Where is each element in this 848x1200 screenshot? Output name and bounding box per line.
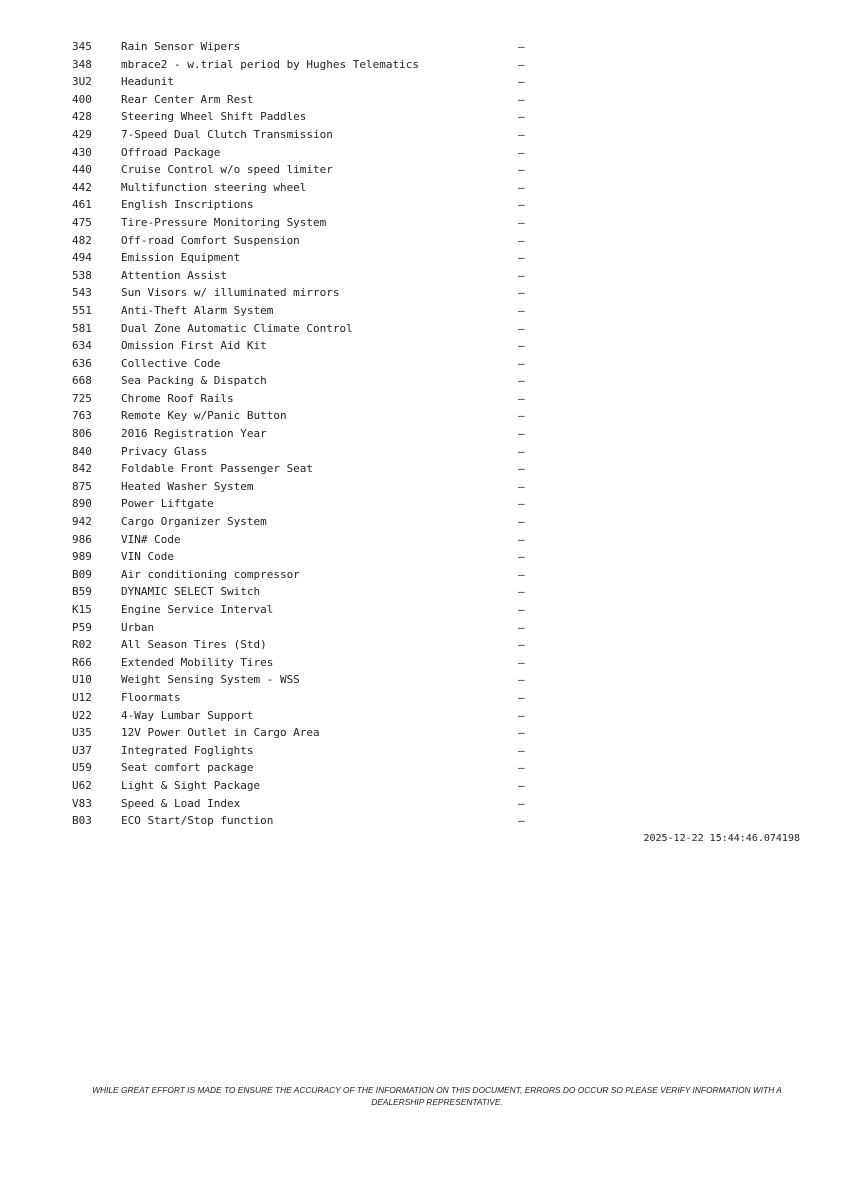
option-code: 475	[72, 215, 92, 229]
options-list	[72, 38, 532, 830]
option-code: 942	[72, 515, 92, 529]
option-row	[72, 724, 532, 742]
option-code: 725	[72, 391, 92, 405]
option-price: —	[518, 814, 525, 828]
option-row	[72, 689, 532, 707]
option-description: Speed & Load Index	[121, 796, 241, 810]
option-description: Rain Sensor Wipers	[121, 40, 241, 53]
option-price: —	[518, 268, 525, 282]
option-row	[72, 777, 532, 795]
option-price: —	[518, 444, 525, 458]
option-description: Headunit	[121, 75, 174, 89]
option-description: Anti-Theft Alarm System	[121, 303, 274, 317]
option-price: —	[518, 215, 525, 229]
option-code: U12	[72, 690, 92, 704]
option-price: —	[518, 479, 525, 493]
option-code: 400	[72, 92, 92, 106]
option-price: —	[518, 673, 525, 687]
option-row	[72, 56, 532, 74]
option-price: —	[518, 778, 525, 792]
option-description: Air conditioning compressor	[121, 567, 300, 581]
option-code: 634	[72, 339, 92, 353]
option-description: Attention Assist	[121, 268, 227, 282]
option-code: 581	[72, 321, 92, 335]
option-code: 538	[72, 268, 92, 282]
option-price: —	[518, 286, 525, 300]
option-code: U35	[72, 726, 92, 740]
option-code: 543	[72, 286, 92, 300]
option-row	[72, 144, 532, 162]
option-description: VIN Code	[121, 550, 174, 564]
option-row	[72, 566, 532, 584]
option-price: —	[518, 585, 525, 599]
option-row	[72, 302, 532, 320]
option-price: —	[518, 145, 525, 159]
option-code: 842	[72, 462, 92, 476]
option-description: Sun Visors w/ illuminated mirrors	[121, 286, 340, 300]
option-code: 430	[72, 145, 92, 159]
option-row	[72, 214, 532, 232]
option-description: Rear Center Arm Rest	[121, 92, 254, 106]
option-description: Privacy Glass	[121, 444, 208, 458]
option-price: —	[518, 743, 525, 757]
option-code: K15	[72, 603, 92, 616]
option-price: —	[518, 620, 525, 634]
option-code: 442	[72, 180, 92, 194]
option-description: Seat comfort package	[121, 761, 254, 775]
option-description: Power Liftgate	[121, 497, 214, 511]
option-description: Weight Sensing System - WSS	[121, 673, 300, 687]
option-description: Foldable Front Passenger Seat	[121, 462, 314, 476]
option-price: —	[518, 391, 525, 405]
option-row	[72, 548, 532, 566]
option-row	[72, 38, 532, 56]
option-code: U37	[72, 743, 92, 757]
option-code: 806	[72, 427, 92, 441]
option-code: 890	[72, 497, 92, 511]
option-description: Cargo Organizer System	[121, 515, 267, 529]
timestamp: 2025-12-22 15:44:46.074198	[643, 833, 800, 844]
option-description: 7-Speed Dual Clutch Transmission	[121, 127, 333, 141]
option-description: Integrated Foglights	[121, 743, 254, 757]
option-code: U22	[72, 708, 92, 722]
option-code: 3U2	[72, 75, 92, 89]
option-price: —	[518, 409, 525, 423]
option-price: —	[518, 796, 525, 810]
option-description: Omission First Aid Kit	[121, 339, 267, 353]
option-code: B09	[72, 567, 92, 581]
option-price: —	[518, 761, 525, 775]
option-description: 2016 Registration Year	[121, 427, 267, 441]
option-price: —	[518, 515, 525, 529]
option-row	[72, 513, 532, 531]
option-price: —	[518, 40, 525, 53]
option-row	[72, 337, 532, 355]
option-description: All Season Tires (Std)	[121, 638, 267, 652]
option-description: DYNAMIC SELECT Switch	[121, 585, 261, 599]
option-price: —	[518, 180, 525, 194]
option-code: 345	[72, 40, 92, 53]
option-price: —	[518, 57, 525, 71]
option-code: U62	[72, 778, 92, 792]
option-code: 636	[72, 356, 92, 370]
option-row	[72, 443, 532, 461]
option-price: —	[518, 321, 525, 335]
option-row	[72, 179, 532, 197]
option-description: Urban	[121, 620, 155, 634]
option-code: 440	[72, 163, 92, 177]
option-description: Off-road Comfort Suspension	[121, 233, 300, 247]
option-row	[72, 320, 532, 338]
option-price: —	[518, 356, 525, 370]
option-code: V83	[72, 796, 92, 810]
option-price: —	[518, 251, 525, 265]
option-row	[72, 654, 532, 672]
option-description: English Inscriptions	[121, 198, 254, 212]
option-code: 494	[72, 251, 92, 265]
disclaimer: WHILE GREAT EFFORT IS MADE TO ENSURE THE ACCURACY OF THE INFORMATION ON THIS DOCUMENT, ERRORS DO OCCUR SO PLEASE VERIFY INFORMATION WITH A DEALERSHIP REPRESENTATIVE.	[92, 1085, 782, 1107]
option-price: —	[518, 339, 525, 353]
option-code: R02	[72, 638, 92, 652]
option-code: U10	[72, 673, 92, 687]
option-price: —	[518, 198, 525, 212]
option-price: —	[518, 708, 525, 722]
option-description: Collective Code	[121, 356, 221, 370]
option-row	[72, 108, 532, 126]
option-row	[72, 460, 532, 478]
option-row	[72, 619, 532, 637]
option-row	[72, 812, 532, 830]
option-code: 429	[72, 127, 92, 141]
option-description: 12V Power Outlet in Cargo Area	[121, 726, 320, 740]
option-price: —	[518, 603, 525, 616]
option-description: Multifunction steering wheel	[121, 180, 307, 194]
option-code: 348	[72, 57, 92, 71]
option-code: 428	[72, 110, 92, 124]
option-code: 482	[72, 233, 92, 247]
option-description: Floormats	[121, 690, 181, 704]
option-price: —	[518, 233, 525, 247]
option-row	[72, 425, 532, 443]
option-row	[72, 161, 532, 179]
option-row	[72, 583, 532, 601]
option-row	[72, 126, 532, 144]
option-description: ECO Start/Stop function	[121, 814, 274, 828]
option-row	[72, 495, 532, 513]
option-code: 875	[72, 479, 92, 493]
option-description: Extended Mobility Tires	[121, 655, 274, 669]
option-code: P59	[72, 620, 92, 634]
option-description: Remote Key w/Panic Button	[121, 409, 287, 423]
option-description: Tire-Pressure Monitoring System	[121, 215, 327, 229]
option-description: 4-Way Lumbar Support	[121, 708, 254, 722]
option-row	[72, 196, 532, 214]
option-description: Chrome Roof Rails	[121, 391, 234, 405]
option-price: —	[518, 532, 525, 546]
option-code: B59	[72, 585, 92, 599]
option-code: B03	[72, 814, 92, 828]
option-price: —	[518, 655, 525, 669]
option-description: Dual Zone Automatic Climate Control	[121, 321, 353, 335]
option-price: —	[518, 75, 525, 89]
option-price: —	[518, 567, 525, 581]
option-description: Steering Wheel Shift Paddles	[121, 110, 307, 124]
option-code: 763	[72, 409, 92, 423]
option-description: Emission Equipment	[121, 251, 241, 265]
option-price: —	[518, 92, 525, 106]
option-price: —	[518, 690, 525, 704]
option-code: 461	[72, 198, 92, 212]
option-price: —	[518, 462, 525, 476]
option-description: Engine Service Interval	[121, 603, 274, 616]
option-code: 551	[72, 303, 92, 317]
option-price: —	[518, 638, 525, 652]
option-price: —	[518, 163, 525, 177]
option-description: Sea Packing & Dispatch	[121, 374, 267, 388]
option-row	[72, 531, 532, 549]
option-description: Cruise Control w/o speed limiter	[121, 163, 333, 177]
option-row	[72, 73, 532, 91]
option-row	[72, 390, 532, 408]
option-code: 840	[72, 444, 92, 458]
option-description: Heated Washer System	[121, 479, 254, 493]
option-price: —	[518, 303, 525, 317]
option-row	[72, 671, 532, 689]
option-price: —	[518, 550, 525, 564]
option-code: 986	[72, 532, 92, 546]
option-row	[72, 407, 532, 425]
option-code: 989	[72, 550, 92, 564]
option-row	[72, 636, 532, 654]
option-row	[72, 795, 532, 813]
option-code: U59	[72, 761, 92, 775]
option-price: —	[518, 374, 525, 388]
option-price: —	[518, 497, 525, 511]
option-row	[72, 601, 532, 619]
option-row	[72, 232, 532, 250]
option-row	[72, 267, 532, 285]
option-description: VIN# Code	[121, 532, 181, 546]
option-row	[72, 355, 532, 373]
option-row	[72, 478, 532, 496]
option-price: —	[518, 127, 525, 141]
option-row	[72, 91, 532, 109]
option-row	[72, 372, 532, 390]
option-row	[72, 707, 532, 725]
option-description: mbrace2 - w.trial period by Hughes Telematics	[121, 57, 420, 71]
option-row	[72, 742, 532, 760]
option-code: 668	[72, 374, 92, 388]
option-row	[72, 249, 532, 267]
option-row	[72, 759, 532, 777]
option-price: —	[518, 427, 525, 441]
option-description: Light & Sight Package	[121, 778, 261, 792]
option-description: Offroad Package	[121, 145, 221, 159]
option-code: R66	[72, 655, 92, 669]
option-row	[72, 284, 532, 302]
option-price: —	[518, 110, 525, 124]
option-price: —	[518, 726, 525, 740]
